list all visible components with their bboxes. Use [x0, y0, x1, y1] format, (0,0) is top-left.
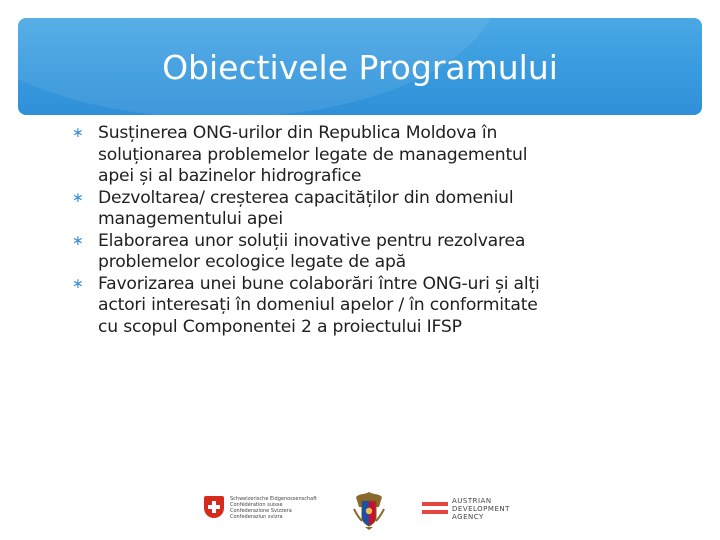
ada-logo-line: AUSTRIAN: [452, 497, 492, 505]
swiss-logo-text: [230, 496, 317, 520]
slide-title: Obiectivele Programului: [162, 48, 558, 87]
bullet-line: problemelor ecologice legate de apă: [98, 252, 407, 272]
bullet-line: Dezvoltarea/ creșterea capacităților din domeniul: [98, 187, 514, 208]
bullet-line: Susținerea ONG-urilor din Republica Moldova în: [98, 123, 498, 143]
bullet-line: cu scopul Componentei 2 a proiectului IFSP: [98, 316, 462, 337]
swiss-cross-icon: [204, 496, 224, 518]
bullet-item: [72, 231, 672, 274]
bullet-item: [72, 188, 672, 231]
bullet-line: Elaborarea unor soluții inovative pentru rezolvarea: [98, 230, 526, 251]
sponsor-logos: [0, 486, 720, 532]
bullet-star-icon: ∗: [72, 232, 84, 249]
bullet-star-icon: ∗: [72, 125, 84, 141]
ada-logo-line: DEVELOPMENT: [452, 505, 510, 513]
bullet-line: Favorizarea unei bune colaborări între ONG-uri și alți: [98, 273, 540, 294]
bullet-line: actori interesați în domeniul apelor / în conformitate: [98, 295, 538, 315]
bullet-line: managementului apei: [98, 209, 283, 229]
swiss-logo-line: Schweizerische Eidgenossenschaft: [230, 496, 317, 502]
swiss-logo-line: Confederazione Svizzera: [230, 508, 292, 514]
ada-logo-text: [452, 497, 510, 521]
moldova-coat-of-arms-icon: [352, 489, 386, 531]
bullet-line: apei și al bazinelor hidrografice: [98, 166, 362, 186]
swiss-logo-line: Confederaziun svizra: [230, 514, 283, 520]
bullet-star-icon: ∗: [72, 275, 84, 292]
bullet-list: [72, 123, 672, 338]
austrian-development-agency-logo: [420, 496, 530, 526]
bullet-line: soluționarea problemelor legate de managementul: [98, 144, 528, 165]
swiss-logo-line: Confédération suisse: [230, 502, 283, 508]
ada-logo-line: AGENCY: [452, 513, 484, 521]
austrian-flag-icon: [422, 502, 448, 514]
bullet-star-icon: ∗: [72, 189, 84, 206]
bullet-item: [72, 274, 672, 339]
bullet-item: [72, 123, 672, 188]
swiss-confederation-logo: [200, 494, 340, 528]
